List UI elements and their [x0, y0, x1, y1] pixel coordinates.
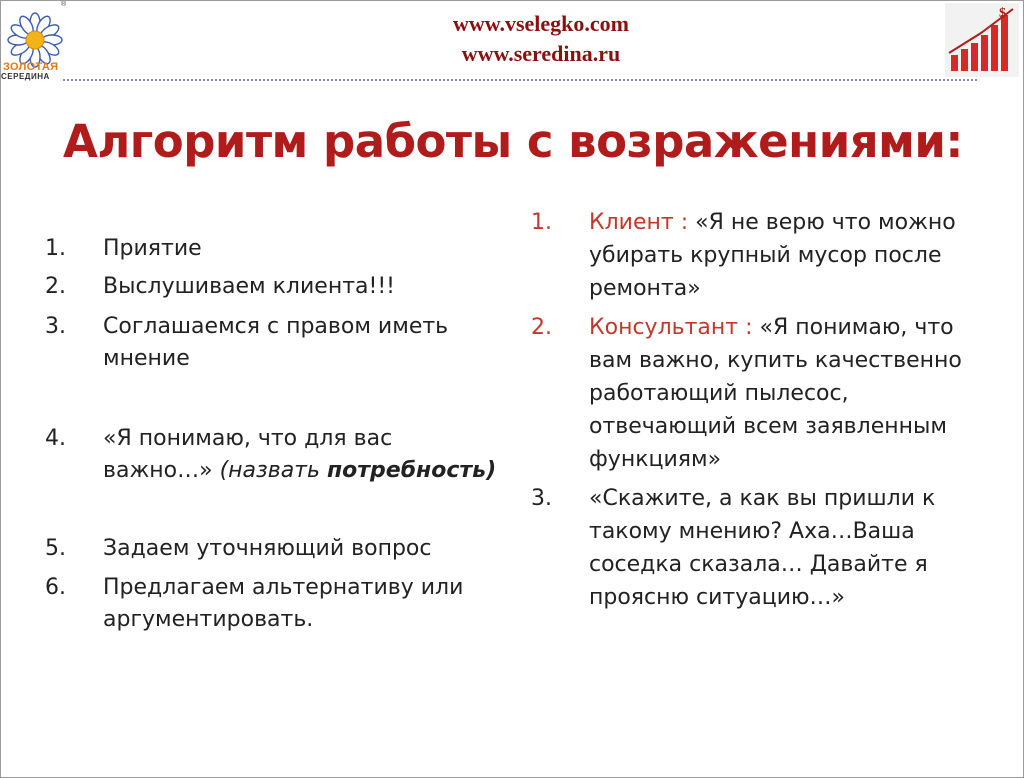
item-number: 5.	[45, 536, 66, 561]
list-item	[531, 206, 1001, 305]
svg-text:$: $	[999, 6, 1006, 21]
item-number: 3.	[45, 314, 66, 339]
item-text: Приятие	[103, 236, 202, 261]
logo-text-line1: ЗОЛОТАЯ	[3, 61, 59, 73]
item-text: Предлагаем альтернативу или аргументировать.	[103, 575, 464, 632]
item-number: 4.	[45, 426, 66, 451]
item-number: 2.	[531, 315, 552, 340]
item-text: Задаем уточняющий вопрос	[103, 536, 432, 561]
list-item	[45, 311, 505, 375]
logo-registered-mark: ®	[61, 1, 67, 8]
list-item	[531, 311, 1001, 476]
item-number: 1.	[45, 236, 66, 261]
item-number: 1.	[531, 210, 552, 235]
list-item	[45, 233, 505, 265]
dialogue-list	[531, 206, 1001, 614]
page-title: Алгоритм работы с возражениями:	[63, 115, 963, 168]
item-text: «Я понимаю, что вам важно, купить качественно работающий пылесос, отвечающий всем заявленным функциям»	[589, 315, 962, 472]
list-item	[45, 572, 505, 636]
list-item	[45, 271, 505, 303]
logo-text-line2: СЕРЕДИНА	[1, 72, 50, 81]
header-urls	[1, 9, 1024, 69]
item-number: 3.	[531, 486, 552, 511]
url-vselegko[interactable]: www.vselegko.com	[453, 11, 629, 36]
item-italic: (назвать	[219, 458, 320, 483]
speaker-label: Клиент :	[589, 210, 689, 235]
list-item	[45, 533, 505, 565]
item-quote: «Я понимаю, что для вас важно…»	[103, 426, 393, 483]
list-item	[531, 482, 1001, 614]
item-text: «Скажите, а как вы пришли к такому мнению? Аха…Ваша соседка сказала… Давайте я проясню ситуацию…»	[589, 486, 936, 610]
item-text: Выслушиваем клиента!!!	[103, 274, 395, 299]
item-number: 2.	[45, 274, 66, 299]
list-item	[45, 423, 505, 487]
growth-chart-icon	[945, 3, 1019, 77]
item-text: Соглашаемся с правом иметь мнение	[103, 314, 449, 371]
header-divider	[63, 79, 977, 81]
item-number: 6.	[45, 575, 66, 600]
speaker-label: Консультант :	[589, 315, 753, 340]
url-seredina[interactable]: www.seredina.ru	[461, 41, 621, 66]
item-text: «Я не верю что можно убирать крупный мусор после ремонта»	[589, 210, 956, 301]
item-bold-italic: потребность)	[326, 458, 497, 483]
algorithm-list	[45, 233, 505, 636]
